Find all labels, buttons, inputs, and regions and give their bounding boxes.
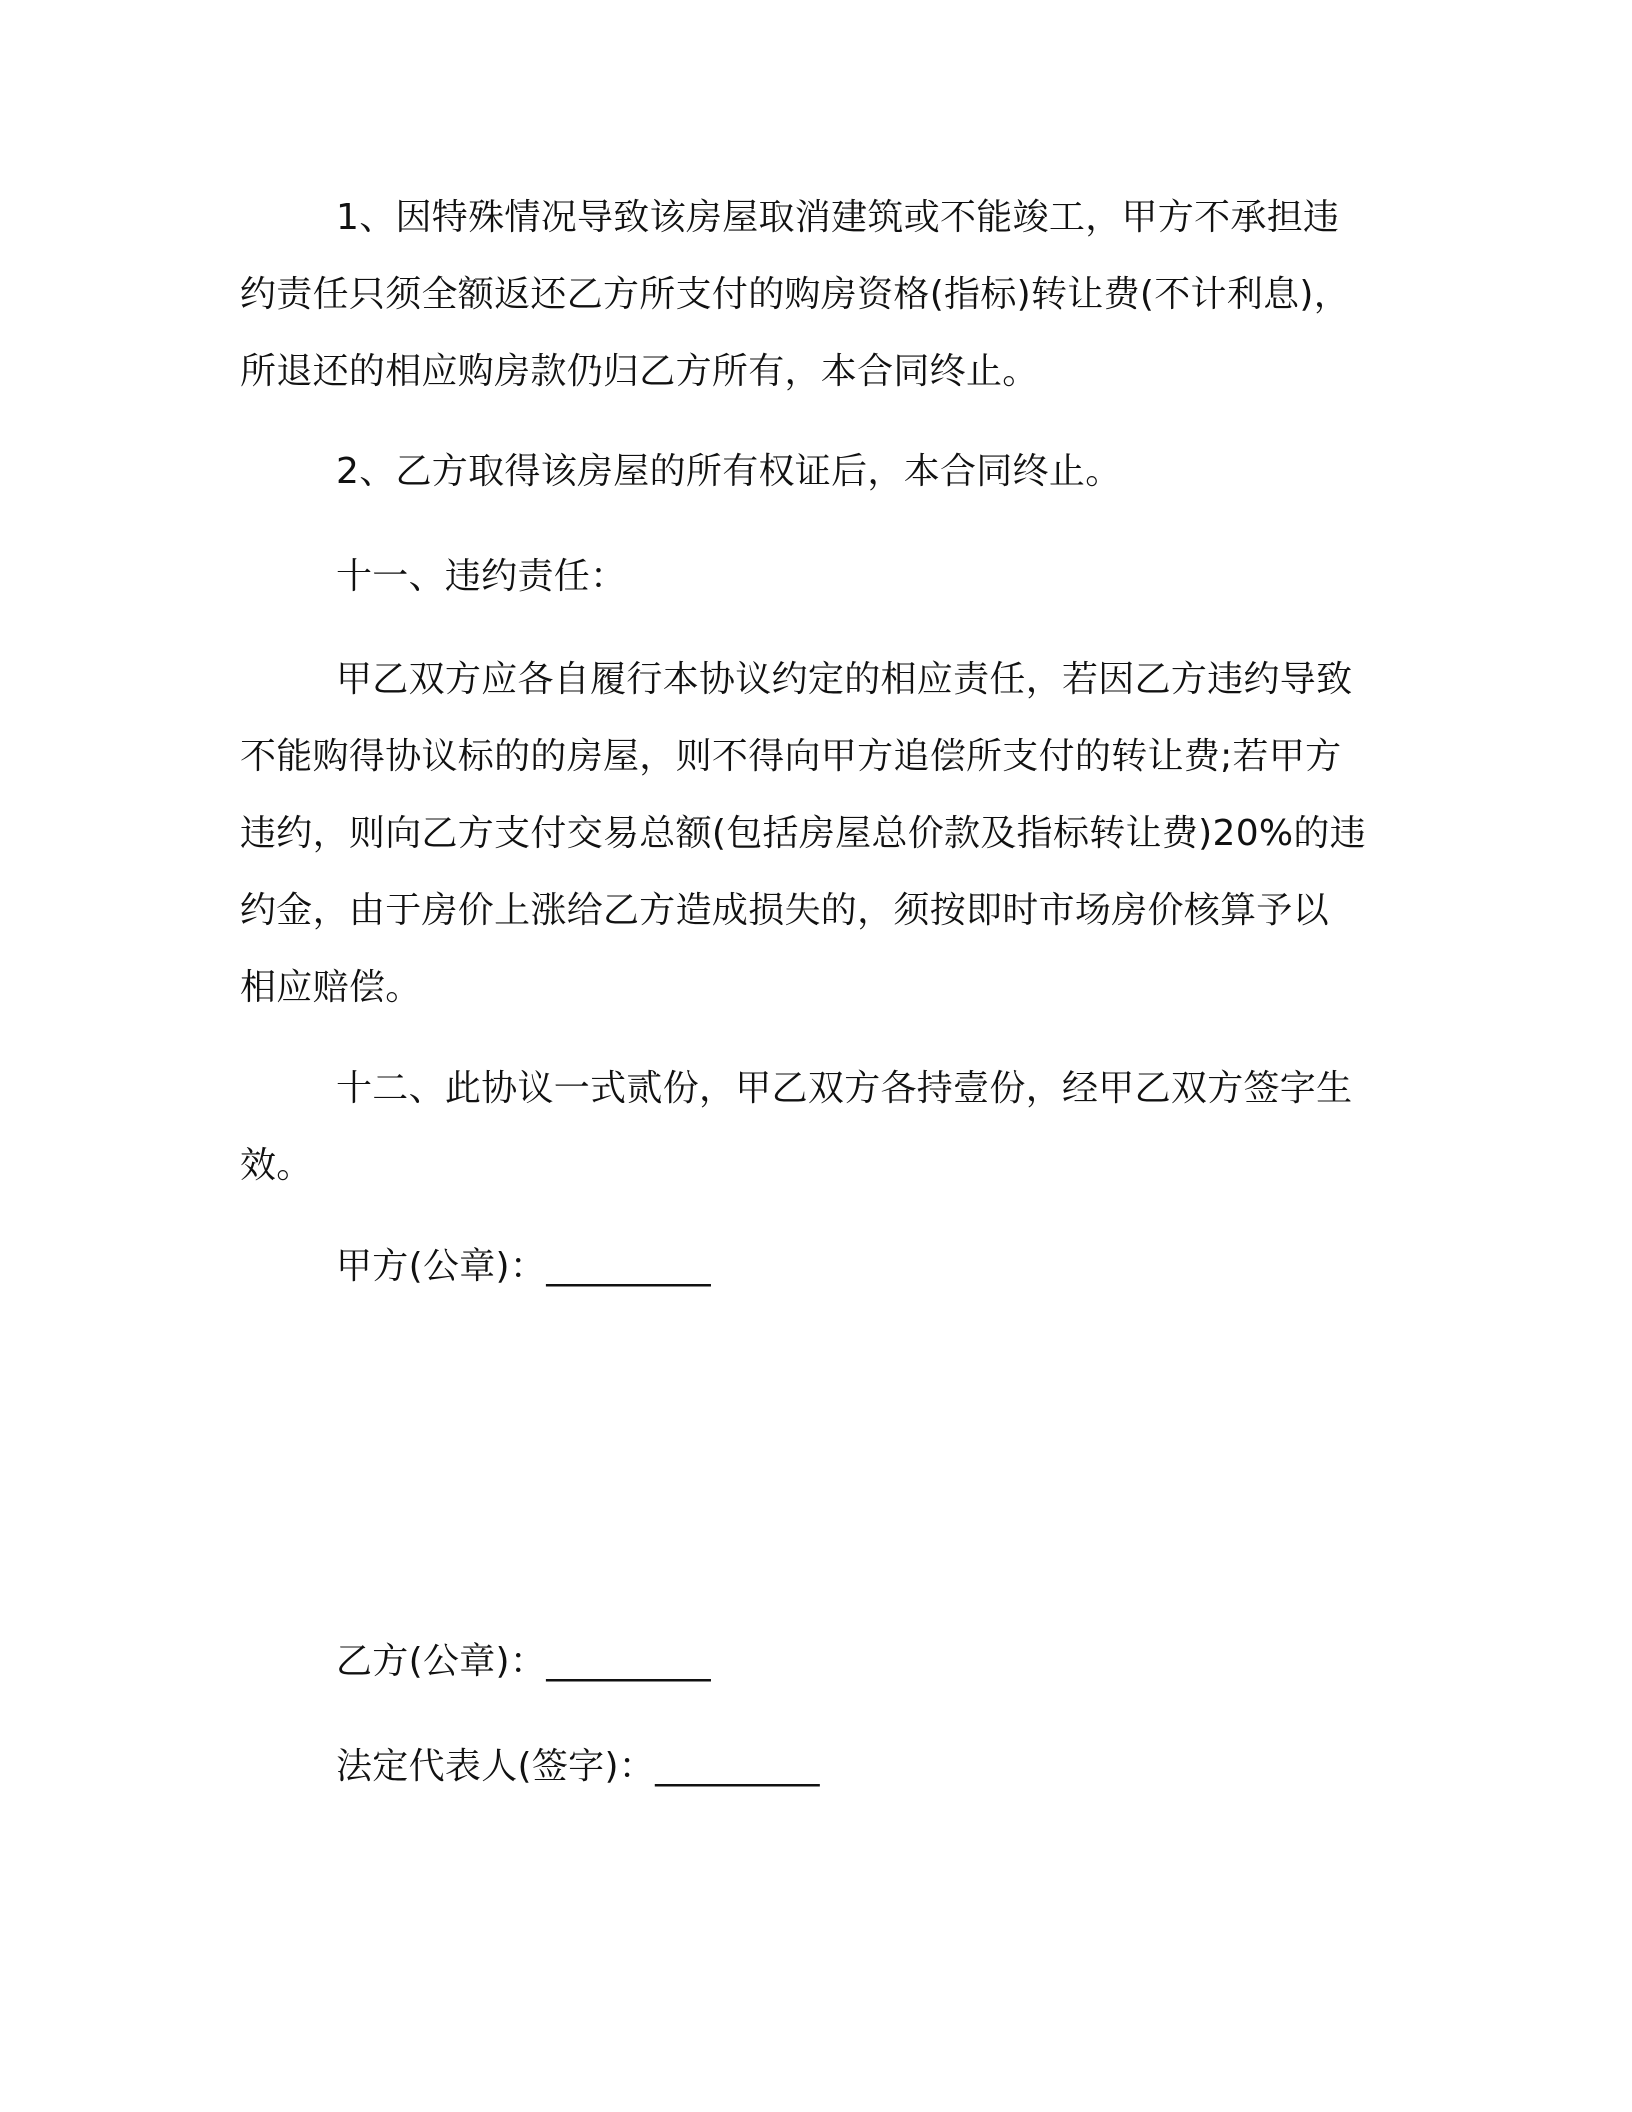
para1-line1: 1、因特殊情况导致该房屋取消建筑或不能竣工，甲方不承担违 [336, 197, 1340, 238]
section12-line2: 效。 [240, 1145, 313, 1186]
para2-text: 2、乙方取得该房屋的所有权证后，本合同终止。 [336, 451, 1122, 492]
para1-line2: 约责任只须全额返还乙方所支付的购房资格(指标)转让费(不计利息)， [240, 274, 1351, 315]
para3-line3: 违约，则向乙方支付交易总额(包括房屋总价款及指标转让费)20%的违 [240, 813, 1367, 854]
legal-rep-signature: 法定代表人(签字)：_________ [336, 1746, 820, 1787]
para1-line3: 所退还的相应购房款仍归乙方所有，本合同终止。 [240, 351, 1039, 392]
party-b-signature: 乙方(公章)：_________ [336, 1641, 711, 1682]
para3-line1: 甲乙双方应各自履行本协议约定的相应责任，若因乙方违约导致 [336, 659, 1353, 700]
para3-line5: 相应赔偿。 [240, 967, 422, 1008]
party-a-signature: 甲方(公章)：_________ [336, 1246, 711, 1287]
para3-line2: 不能购得协议标的的房屋，则不得向甲方追偿所支付的转让费;若甲方 [240, 736, 1342, 777]
section12-line1: 十二、此协议一式贰份，甲乙双方各持壹份，经甲乙双方签字生 [336, 1068, 1353, 1109]
section11-heading: 十一、违约责任： [336, 556, 627, 597]
para3-line4: 约金，由于房价上涨给乙方造成损失的，须按即时市场房价核算予以 [240, 890, 1330, 931]
